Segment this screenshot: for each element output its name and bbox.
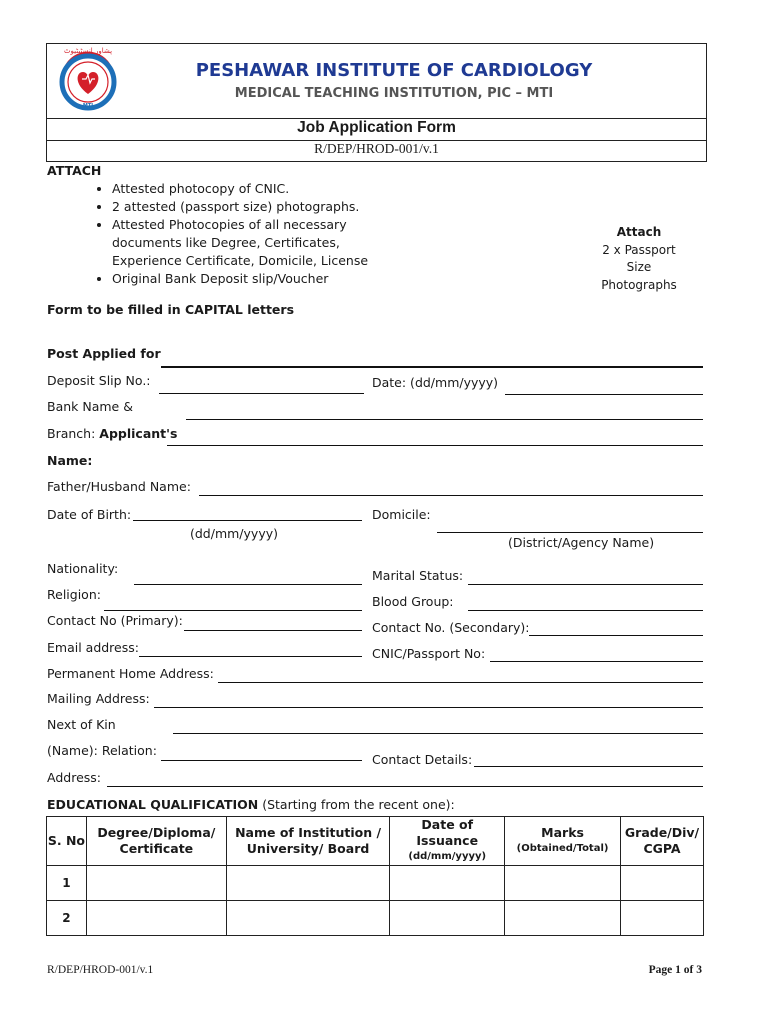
column-header [390,817,505,866]
dob-label: Date of Birth: [47,507,132,522]
photo-attach-note [580,224,698,294]
org-name: PESHAWAR INSTITUTE OF CARDIOLOGY [195,60,593,81]
footer-code: R/DEP/HROD-001/v.1 [47,964,154,976]
dob-hint: (dd/mm/yyyy) [190,526,278,541]
branch-label [47,426,177,441]
table-row [47,901,704,936]
next-of-kin-label: Next of Kin [47,717,116,732]
marital-status-label: Marital Status: [372,568,464,583]
blood-group-label: Blood Group: [372,594,454,609]
contact-details-field[interactable] [474,766,703,767]
blood-group-field[interactable] [468,610,703,611]
institution-cell[interactable] [226,866,390,901]
father-husband-field[interactable] [199,495,703,496]
column-header [621,817,704,866]
photo-attach-line: Size [626,260,652,274]
row-number: 1 [47,866,87,901]
name-label: Name: [47,453,93,468]
address-field[interactable] [107,786,703,787]
post-applied-field[interactable] [161,366,703,368]
column-header-label: Degree/Diploma/ Certificate [97,825,216,856]
marks-cell[interactable] [505,866,621,901]
contact-secondary-label: Contact No. (Secondary): [372,620,530,635]
religion-label: Religion: [47,587,101,602]
org-subtitle: MEDICAL TEACHING INSTITUTION, PIC – MTI [234,86,554,101]
column-header-label: S. No [47,833,86,848]
column-header [505,817,621,866]
contact-primary-label: Contact No (Primary): [47,613,183,628]
education-heading [47,797,455,812]
bank-name-label: Bank Name & [47,399,133,414]
permanent-address-field[interactable] [218,682,703,683]
dob-field[interactable] [133,520,362,521]
marks-cell[interactable] [505,901,621,936]
address-label: Address: [47,770,101,785]
applicants-label: Applicant's [99,426,178,441]
column-header [86,817,226,866]
deposit-slip-field[interactable] [159,393,364,394]
contact-secondary-field[interactable] [529,635,703,636]
table-header-row [47,817,704,866]
capital-letters-instruction: Form to be filled in CAPITAL letters [47,302,295,317]
row-number: 2 [47,901,87,936]
table-row [47,866,704,901]
photo-attach-line: 2 x Passport [602,242,676,257]
grade-cell[interactable] [621,866,704,901]
logo-arc-text: پشاور انسٹیٹیوٹ [63,47,113,55]
branch-label-text: Branch: [47,426,96,441]
list-item: • Original Bank Deposit slip/Voucher [112,270,402,288]
column-header-sub: (dd/mm/yyyy) [408,851,487,862]
education-table [46,816,704,936]
page-number: Page 1 of 3 [648,964,702,976]
column-header [226,817,390,866]
date-label: Date: (dd/mm/yyyy) [372,375,499,390]
attach-list [88,180,402,288]
education-heading-note: (Starting from the recent one): [262,797,455,812]
issuance-date-cell[interactable] [390,866,505,901]
next-of-kin-field[interactable] [173,733,703,734]
name-relation-label: (Name): Relation: [47,743,157,758]
email-field[interactable] [139,656,362,657]
nationality-field[interactable] [134,584,362,585]
father-husband-label: Father/Husband Name: [47,479,191,494]
degree-cell[interactable] [86,866,226,901]
institution-cell[interactable] [226,901,390,936]
form-title: Job Application Form [297,119,456,136]
email-label: Email address: [47,640,139,655]
column-header-label: Marks [541,825,584,840]
education-heading-text: EDUCATIONAL QUALIFICATION [47,797,259,812]
column-header-label: Name of Institution / University/ Board [235,825,382,856]
religion-field[interactable] [104,610,362,611]
date-field[interactable] [505,394,703,395]
degree-cell[interactable] [86,901,226,936]
contact-primary-field[interactable] [184,630,362,631]
list-item: • Attested photocopy of CNIC. [112,180,402,198]
institute-logo [52,44,124,116]
domicile-field[interactable] [437,532,703,533]
list-item: • 2 attested (passport size) photographs. [112,198,402,216]
domicile-hint: (District/Agency Name) [508,535,655,550]
column-header [47,817,87,866]
mailing-address-label: Mailing Address: [47,691,150,706]
nationality-label: Nationality: [47,561,119,576]
mailing-address-field[interactable] [154,707,703,708]
grade-cell[interactable] [621,901,704,936]
contact-details-label: Contact Details: [372,752,473,767]
cnic-field[interactable] [490,661,703,662]
photo-attach-line: Photographs [601,277,677,292]
permanent-address-label: Permanent Home Address: [47,666,214,681]
issuance-date-cell[interactable] [390,901,505,936]
list-item: • Attested Photocopies of all necessary documents like Degree, Certificates, Experience Certificate, Domicile, License [112,216,402,270]
branch-field[interactable] [167,445,703,446]
form-code: R/DEP/HROD-001/v.1 [314,141,439,156]
logo-bottom-text: MTI [82,103,94,109]
column-header-label: Grade/Div/ CGPA [624,825,700,856]
column-header-sub: (Obtained/Total) [516,843,609,854]
attach-heading: ATTACH [47,163,102,178]
marital-status-field[interactable] [468,584,703,585]
column-header-label: Date of Issuance [416,817,479,848]
bank-name-field[interactable] [186,419,703,420]
domicile-label: Domicile: [372,507,431,522]
deposit-slip-label: Deposit Slip No.: [47,373,151,388]
photo-attach-title: Attach [616,225,662,239]
cnic-label: CNIC/Passport No: [372,646,486,661]
name-relation-field[interactable] [161,760,362,761]
post-applied-label: Post Applied for [47,346,161,361]
